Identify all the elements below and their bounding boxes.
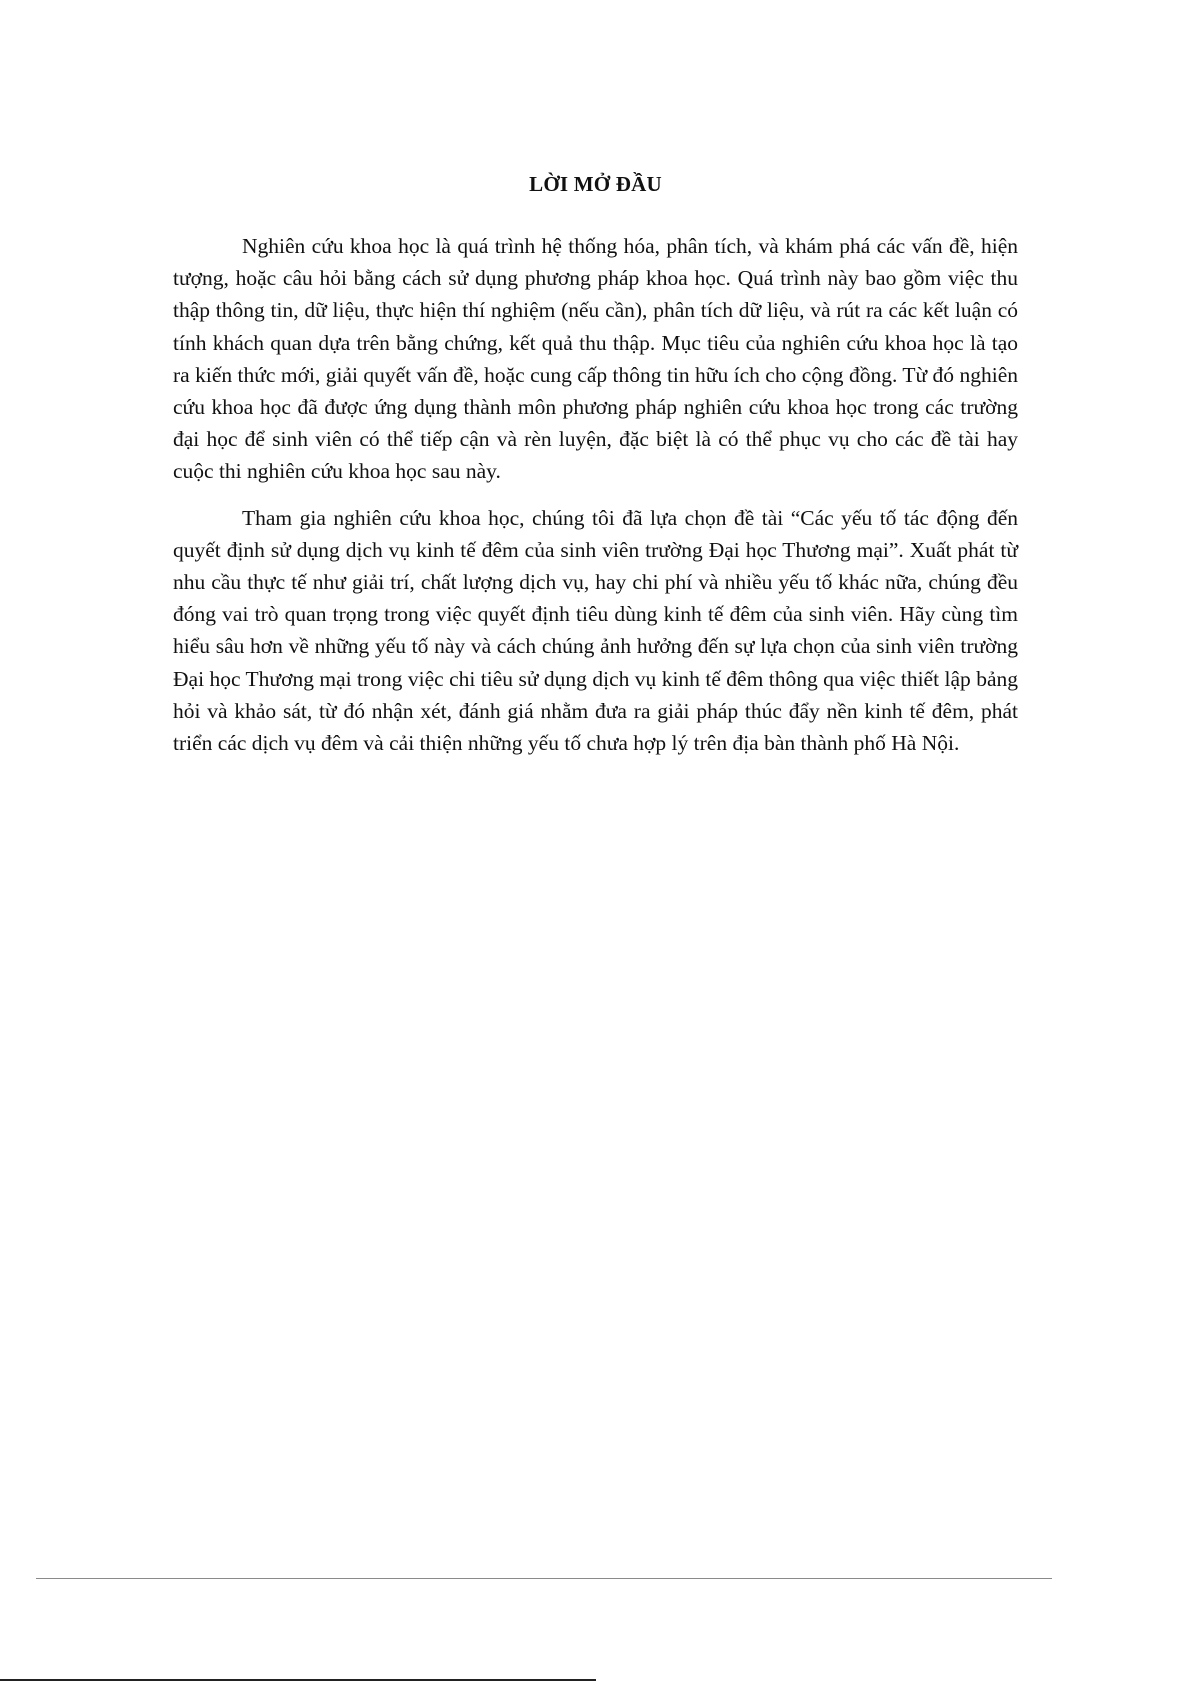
bottom-edge-line <box>0 1679 596 1681</box>
footer-divider <box>36 1578 1052 1579</box>
paragraph-2: Tham gia nghiên cứu khoa học, chúng tôi đã lựa chọn đề tài “Các yếu tố tác động đến quyết định sử dụng dịch vụ kinh tế đêm của sinh viên trường Đại học Thương mại”. Xuất phát từ nhu cầu thực tế như giải trí, chất lượng dịch vụ, hay chi phí và nhiều yếu tố khác nữa, chúng đều đóng vai trò quan trọng trong việc quyết định tiêu dùng kinh tế đêm của sinh viên. Hãy cùng tìm hiểu sâu hơn về những yếu tố này và cách chúng ảnh hưởng đến sự lựa chọn của sinh viên trường Đại học Thương mại trong việc chi tiêu sử dụng dịch vụ kinh tế đêm thông qua việc thiết lập bảng hỏi và khảo sát, từ đó nhận xét, đánh giá nhằm đưa ra giải pháp thúc đẩy nền kinh tế đêm, phát triển các dịch vụ đêm và cải thiện những yếu tố chưa hợp lý trên địa bàn thành phố Hà Nội. <box>173 505 1018 756</box>
body-text <box>173 230 1018 773</box>
page-title: LỜI MỞ ĐẦU <box>529 172 662 196</box>
paragraph-1: Nghiên cứu khoa học là quá trình hệ thống hóa, phân tích, và khám phá các vấn đề, hiện tượng, hoặc câu hỏi bằng cách sử dụng phương pháp khoa học. Quá trình này bao gồm việc thu thập thông tin, dữ liệu, thực hiện thí nghiệm (nếu cần), phân tích dữ liệu, và rút ra các kết luận có tính khách quan dựa trên bằng chứng, kết quả thu thập. Mục tiêu của nghiên cứu khoa học là tạo ra kiến thức mới, giải quyết vấn đề, hoặc cung cấp thông tin hữu ích cho cộng đồng. Từ đó nghiên cứu khoa học đã được ứng dụng thành môn phương pháp nghiên cứu khoa học trong các trường đại học để sinh viên có thể tiếp cận và rèn luyện, đặc biệt là có thể phục vụ cho các đề tài hay cuộc thi nghiên cứu khoa học sau này. <box>173 234 1018 484</box>
